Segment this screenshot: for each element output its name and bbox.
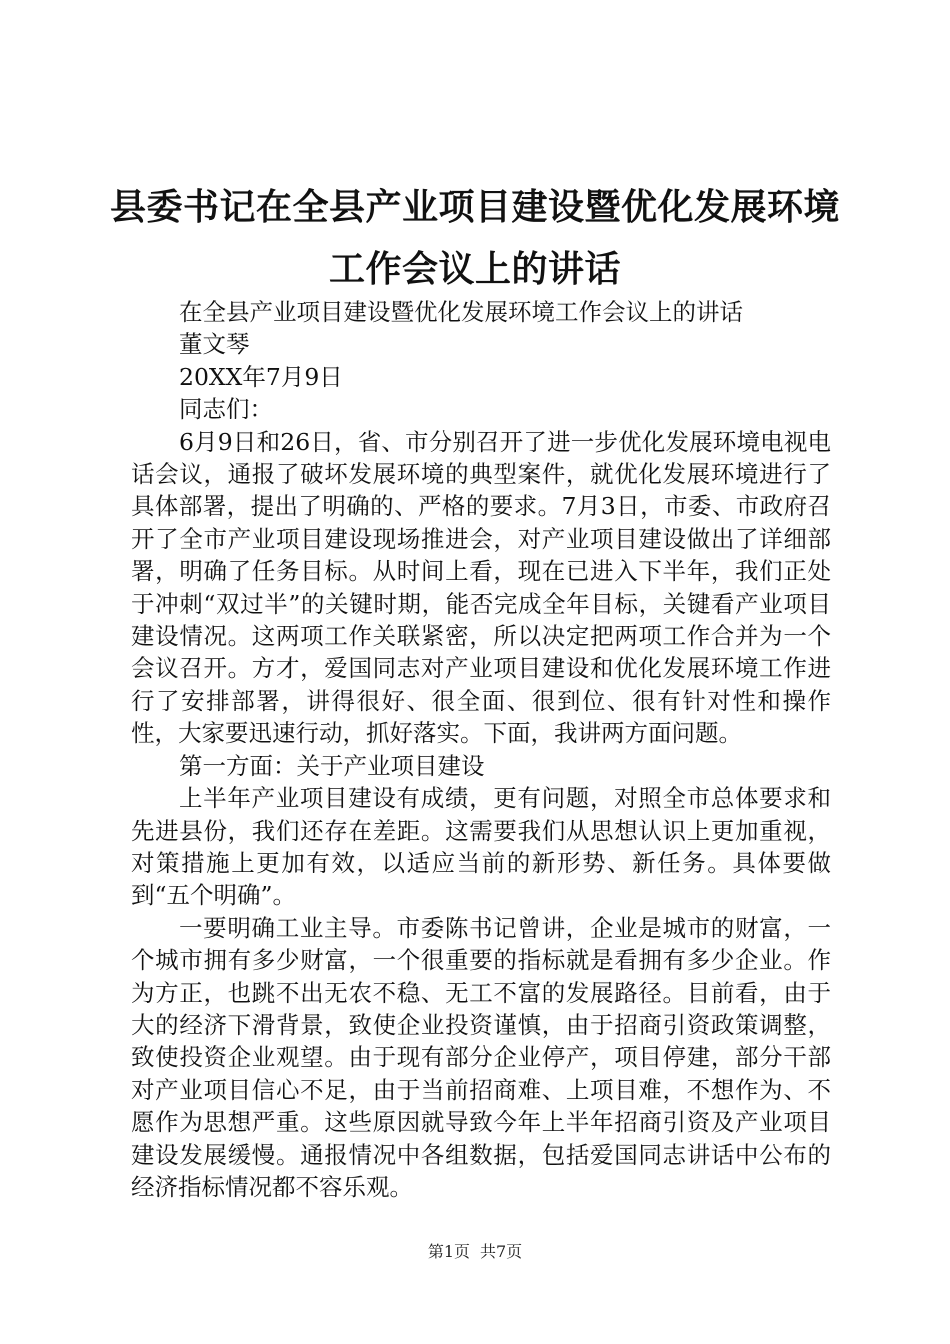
paragraph-overview: 上半年产业项目建设有成绩，更有问题，对照全市总体要求和先进县份，我们还存在差距。这需要我们从思想认识上更加重视，对策措施上更加有效，以适应当前的新形势、新任务。具体要做到“五个明确”。 (131, 784, 831, 910)
speaker-name: 董文琴 (179, 330, 250, 359)
speech-subtitle: 在全县产业项目建设暨优化发展环境工作会议上的讲话 (179, 298, 743, 326)
document-title-line-2: 工作会议上的讲话 (328, 249, 621, 290)
document-title-line-1: 县委书记在全县产业项目建设暨优化发展环境 (109, 187, 840, 228)
paragraph-intro: 6月9日和26日，省、市分别召开了进一步优化发展环境电视电话会议，通报了破坏发展环境的典型案件，就优化发展环境进行了具体部署，提出了明确的、严格的要求。7月3日，市委、市政府召开了全市产业项目建设现场推进会，对产业项目建设做出了详细部署，明确了任务目标。从时间上看，现在已进入下半年，我们正处于冲刺“双过半”的关键时期，能否完成全年目标，关键看产业项目建设情况。这两项工作关联紧密，所以决定把两项工作合并为一个会议召开。方才，爱国同志对产业项目建设和优化发展环境工作进行了安排部署，讲得很好、很全面、很到位、很有针对性和操作性，大家要迅速行动，抓好落实。下面，我讲两方面问题。 (131, 427, 831, 748)
page-footer (0, 1242, 950, 1262)
section-heading-1: 第一方面：关于产业项目建设 (179, 751, 485, 780)
speech-date: 20XX年7月9日 (179, 362, 343, 391)
page-number: 第1页 (427, 1242, 470, 1261)
paragraph-point-1: 一要明确工业主导。市委陈书记曾讲，企业是城市的财富，一个城市拥有多少财富，一个很重要的指标就是看拥有多少企业。作为方正，也跳不出无农不稳、无工不富的发展路径。目前看，由于大的经济下滑背景，致使企业投资谨慎，由于招商引资政策调整，致使投资企业观望。由于现有部分企业停产，项目停建，部分干部对产业项目信心不足，由于当前招商难、上项目难，不想作为、不愿作为思想严重。这些原因就导致今年上半年招商引资及产业项目建设发展缓慢。通报情况中各组数据，包括爱国同志讲话中公布的经济指标情况都不容乐观。 (131, 913, 831, 1201)
salutation: 同志们： (179, 395, 273, 424)
page-total: 共7页 (480, 1242, 523, 1261)
document-body (131, 296, 831, 1203)
